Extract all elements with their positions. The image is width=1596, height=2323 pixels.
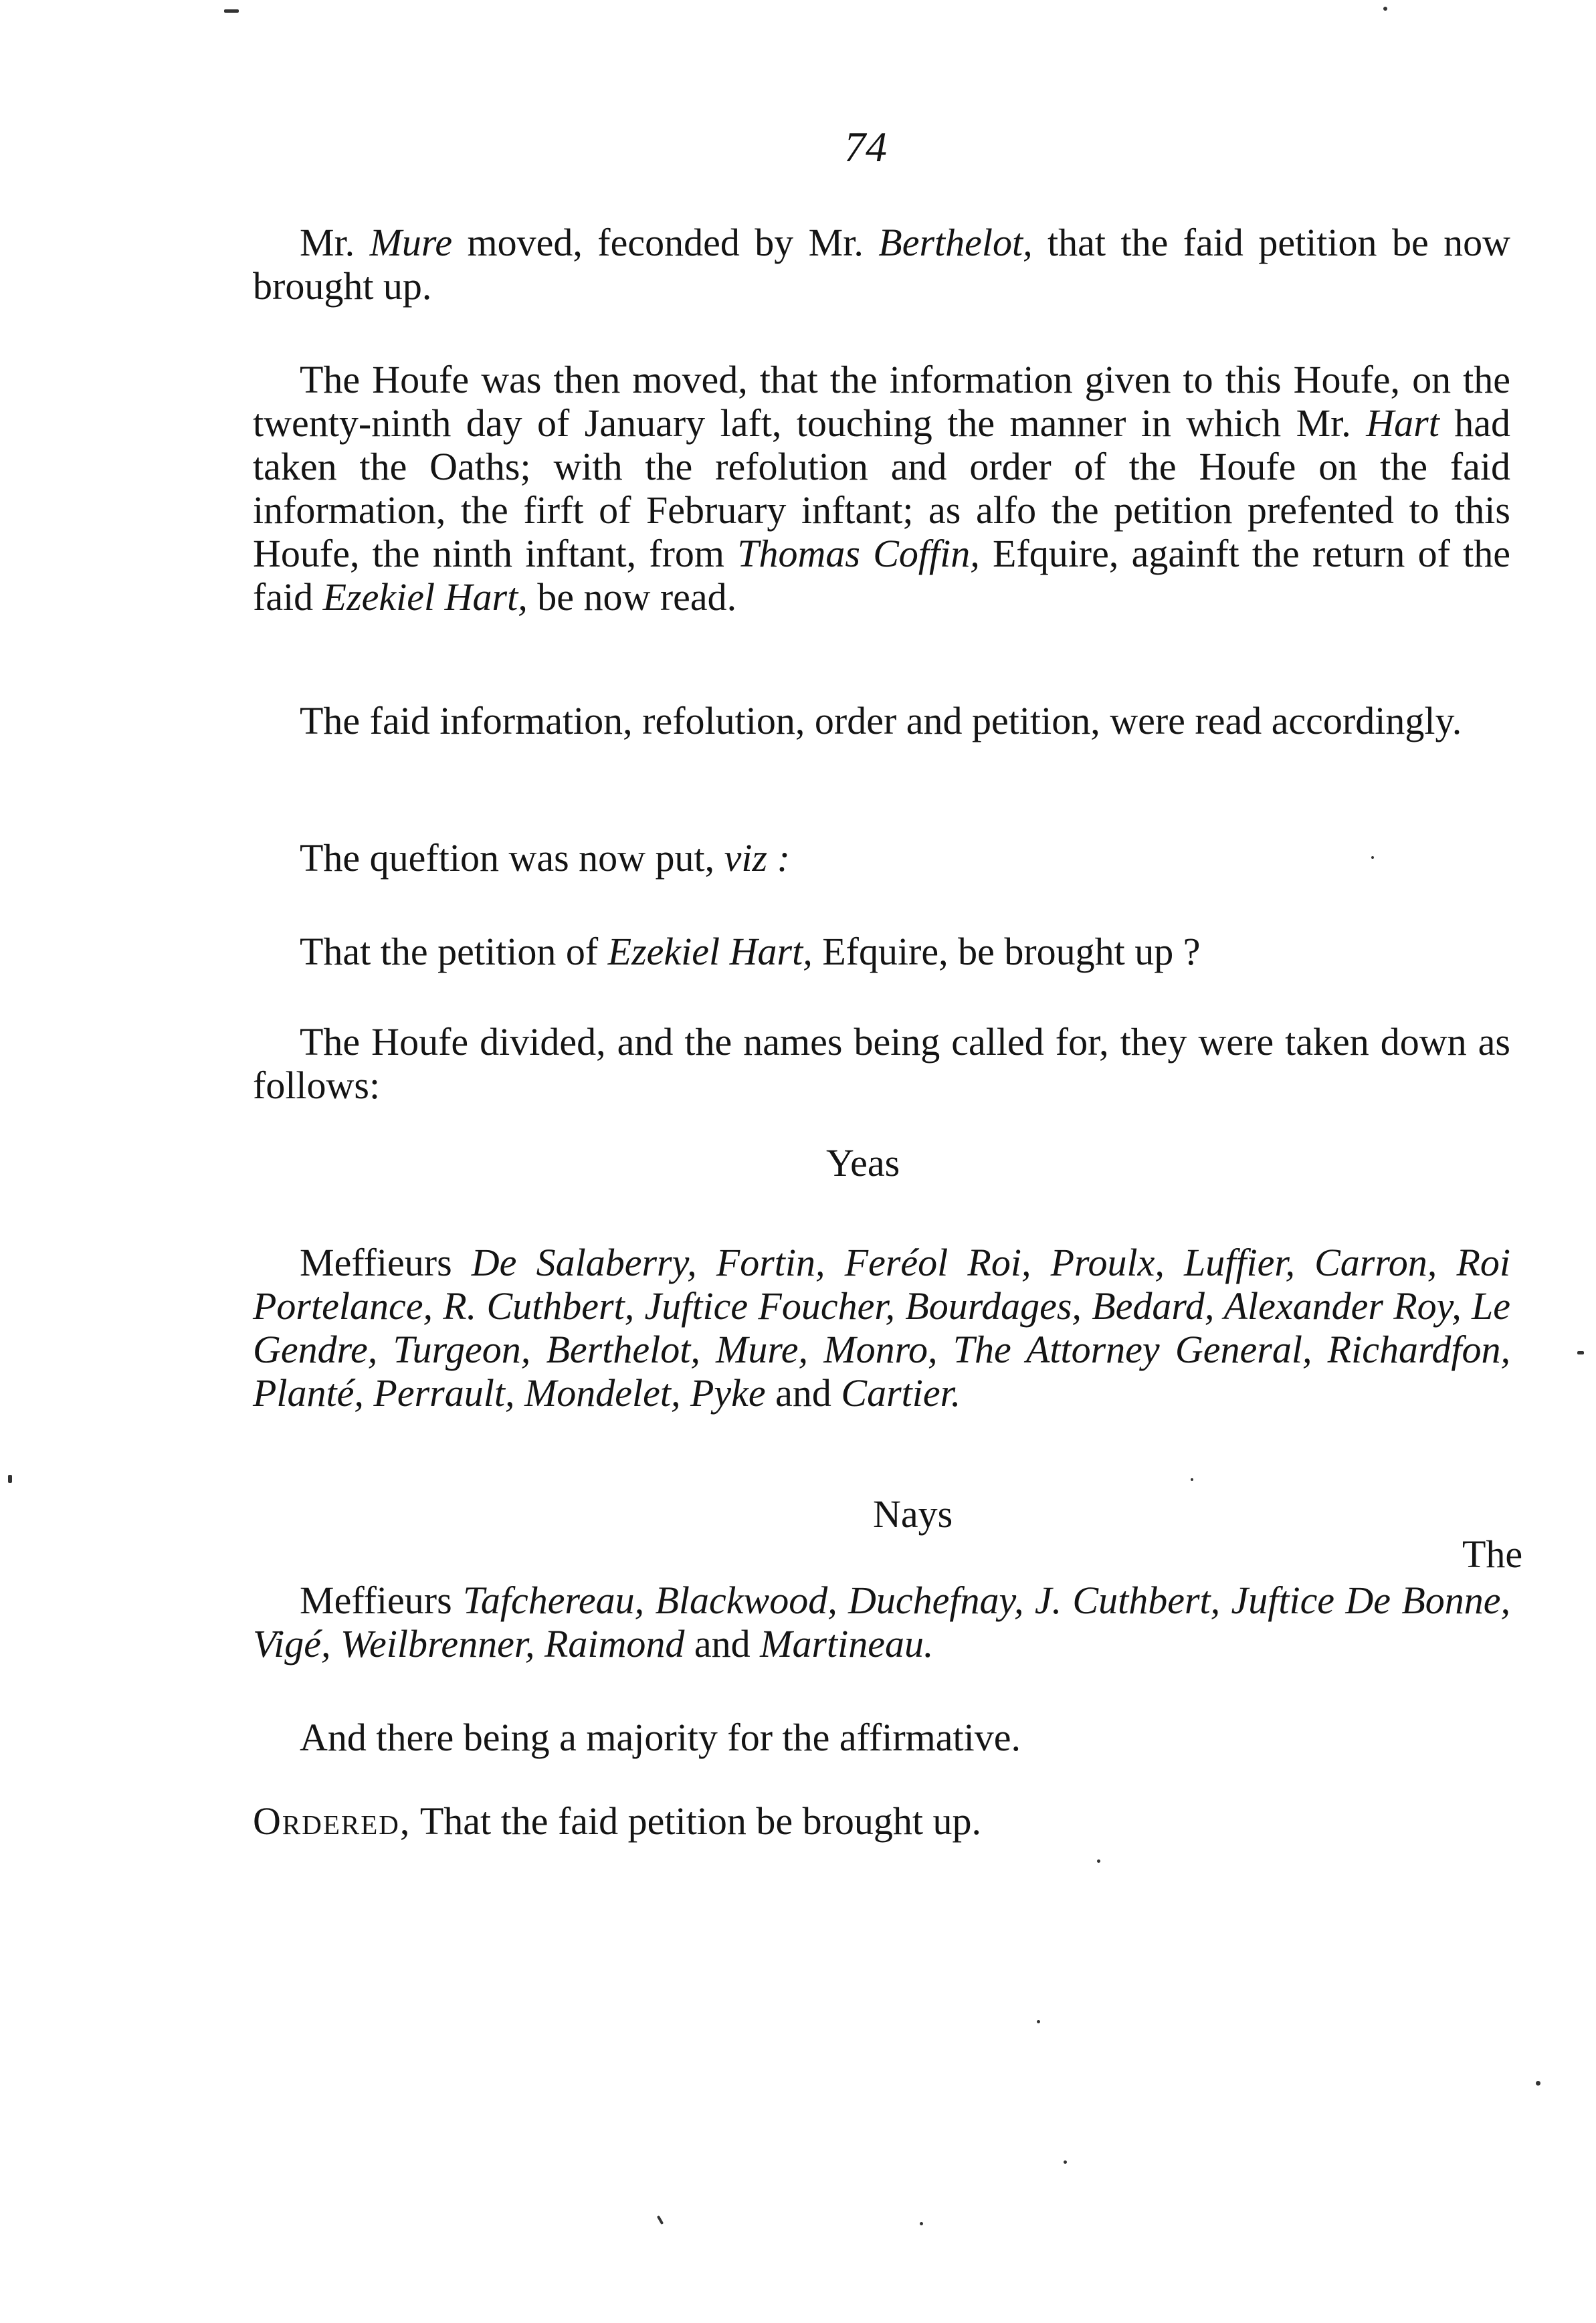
ordered-label: Ordered, [253,1799,411,1843]
text-run: Efquire, againft the return of the faid [253,532,1510,619]
scan-mark [1577,1351,1584,1354]
italic-name: Thomas Coffin, [737,532,980,575]
nays-list [253,1579,1510,1665]
italic-name: Mure [369,221,453,264]
italic-name: Cartier. [841,1371,961,1415]
italic-name: Martineau. [760,1622,934,1665]
scan-speck [920,2222,923,2225]
italic-text: viz : [724,836,790,880]
text-run: moved, feconded by Mr. [452,221,879,264]
paragraph-majority [253,1716,1510,1759]
text-run: that the faid petition be now brought up. [253,221,1510,308]
text-run: The faid information, refolution, order and petition, were read accordingly. [300,699,1462,742]
text-run: Mr. [300,221,370,264]
scan-speck [1191,1478,1193,1481]
italic-names: De Salaberry, Fortin, Feréol Roi, Proulx, Luffier, Carron, Roi Portelance, R. Cuthbert, Juftice Foucher, Bourdages, Bedard, Alexander Roy, Le Gendre, Turgeon, Berthelot, Mure, Monro, The Attorney General, Richardfon, Planté, Perrault, Mondelet, Pyke [253,1241,1510,1415]
text-run: Efquire, be brought up ? [812,930,1201,973]
page-number: 74 [844,123,887,171]
scan-speck [1383,7,1387,11]
scan-mark [224,9,239,13]
paragraph-information [253,358,1510,619]
italic-name: Hart [1366,401,1439,445]
paragraph-petition [253,930,1510,973]
text-run: be now read. [527,575,737,619]
paragraph-ordered [253,1799,1510,1843]
scan-speck [1097,1859,1100,1863]
paragraph-divided [253,1020,1510,1107]
paragraph-read [253,699,1510,742]
text-run: The Houfe was then moved, that the information given to this Houfe, on the twenty-ninth day of January laft, touching the manner in which Mr. [253,358,1510,445]
catchword: The [1462,1532,1523,1576]
yeas-heading: Yeas [826,1141,900,1185]
scan-mark [657,2215,664,2225]
scan-speck [1064,2160,1067,2164]
text-run: had taken the Oaths; with the refolution and order of the Houfe on the faid information, the firft of February inftant; as alfo the petition prefented to this Houfe, the ninth inftant, from [253,401,1510,575]
text-run: Meffieurs [300,1241,472,1284]
text-run: Meffieurs [300,1579,463,1622]
yeas-list [253,1241,1510,1415]
text-run: The Houfe divided, and the names being called for, they were taken down as follows: [253,1020,1510,1107]
scan-mark [8,1475,12,1483]
nays-heading: Nays [873,1492,953,1536]
scan-speck [1037,2020,1040,2023]
text-run: That the faid petition be brought up. [411,1799,982,1843]
text-run: The queftion was now put, [300,836,724,880]
scan-speck [1536,2081,1540,2086]
text-run: and [684,1622,761,1665]
scan-speck [1371,856,1374,859]
text-run: And there being a majority for the affirmative. [300,1716,1021,1759]
italic-name: Berthelot, [878,221,1033,264]
italic-name: Ezekiel Hart, [322,575,528,619]
text-run: That the petition of [300,930,608,973]
text-run: and [765,1371,841,1415]
paragraph-question [253,836,1510,880]
paragraph-motion [253,221,1510,308]
italic-names: Tafchereau, Blackwood, Duchefnay, J. Cuthbert, Juftice De Bonne, Vigé, Weilbrenner, Raimond [253,1579,1510,1665]
italic-name: Ezekiel Hart, [607,930,813,973]
